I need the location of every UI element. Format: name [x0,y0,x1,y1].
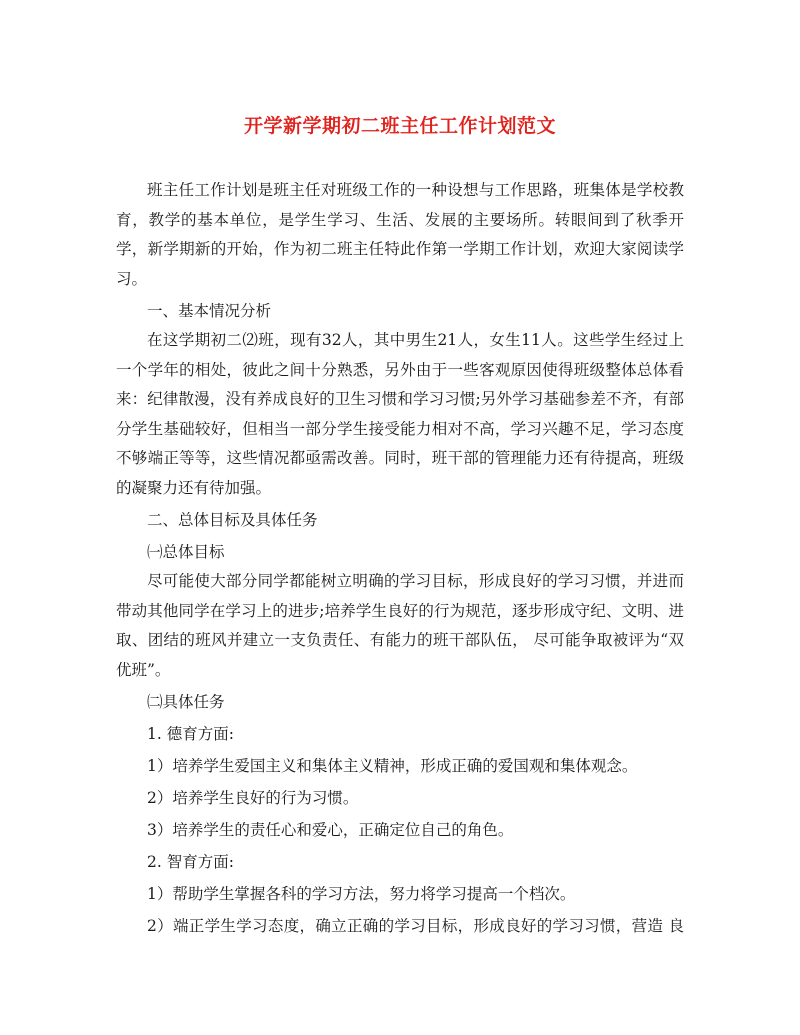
intellect-item: 1）帮助学生掌握各科的学习方法，努力将学习提高一个档次。 [147,884,576,903]
subsection-heading-overall-goal: ㈠总体目标 [147,542,225,561]
subsection-heading-specific-tasks: ㈡具体任务 [147,692,225,711]
intro-section [116,176,684,294]
section-heading-goals-tasks: 二、总体目标及具体任务 [147,510,318,529]
overall-goal-paragraph: 尽可能使大部分同学都能树立明确的学习目标，形成良好的学习习惯，并进而带动其他同学在学习上的进步;培养学生良好的行为规范，逐步形成守纪、文明、进取、团结的班风并建立一支负责任、有能力的班干部队伍， 尽可能争取被评为“双优班”。 [116,572,684,679]
moral-item: 3）培养学生的责任心和爱心，正确定位自己的角色。 [147,820,514,839]
basic-analysis-paragraph: 在这学期初二⑵班，现有32人，其中男生21人，女生11人。这些学生经过上一个学年的相处，彼此之间十分熟悉，另外由于一些客观原因使得班级整体总体看来：纪律散漫，没有养成良好的卫生习惯和学习习惯;另外学习基础参差不齐，有部分学生基础较好，但相当一部分学生接受能力相对不高，学习兴趣不足，学习态度不够端正等等，这些情况都亟需改善。同时，班干部的管理能力还有待提高，班级的凝聚力还有待加强。 [116,331,684,497]
moral-education-heading: 1. 德育方面: [147,724,234,743]
moral-item: 1）培养学生爱国主义和集体主义精神，形成正确的爱国观和集体观念。 [147,756,638,775]
section-heading-basic-analysis: 一、基本情况分析 [147,301,272,320]
document-title: 开学新学期初二班主任工作计划范文 [243,115,556,137]
intellect-item: 2）端正学生学习态度，确立正确的学习目标，形成良好的学习习惯，营造 良 [147,916,684,935]
document-body [116,176,684,941]
moral-item: 2）培养学生良好的行为习惯。 [147,788,359,807]
intro-paragraph: 班主任工作计划是班主任对班级工作的一种设想与工作思路，班集体是学校教育，教学的基本单位，是学生学习、生活、发展的主要场所。转眼间到了秋季开学，新学期新的开始，作为初二班主任特此作第一学期工作计划，欢迎大家阅读学习。 [116,181,684,288]
intellectual-education-heading: 2. 智育方面: [147,852,234,871]
